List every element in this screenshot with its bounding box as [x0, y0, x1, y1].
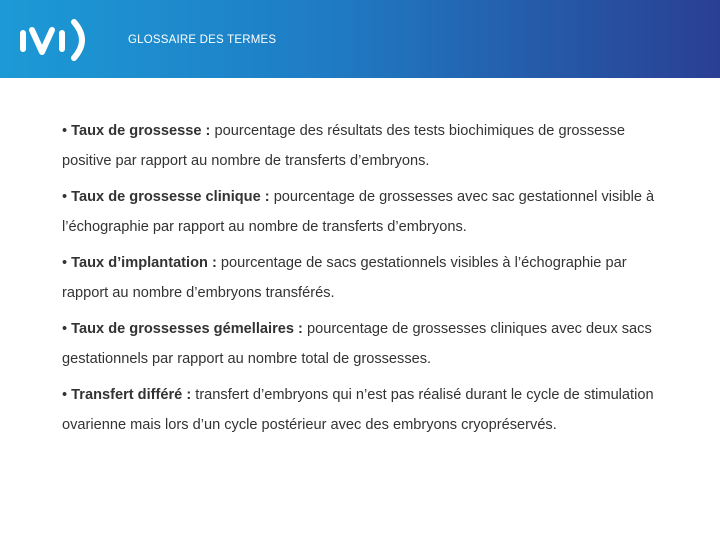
- glossary-item: [62, 182, 662, 242]
- term-name: Taux de grossesses gémellaires: [71, 321, 294, 337]
- glossary-item: [62, 116, 662, 176]
- bullet: •: [62, 255, 68, 271]
- page-title: GLOSSAIRE DES TERMES: [128, 34, 277, 46]
- term-name: Taux d’implantation: [71, 255, 208, 271]
- term-separator: :: [260, 189, 274, 205]
- term-definition: pourcentage des résultats des tests biochimiques de grossesse positive par rapport au nombre de transferts d’embryons.: [62, 123, 625, 169]
- term-name: Taux de grossesse: [71, 123, 202, 139]
- bullet: •: [62, 189, 68, 205]
- term-name: Taux de grossesse clinique: [71, 189, 261, 205]
- term-separator: :: [207, 255, 221, 271]
- term-definition: pourcentage de sacs gestationnels visibles à l’échographie par rapport au nombre d’embryons transférés.: [62, 255, 627, 301]
- term-separator: :: [201, 123, 215, 139]
- term-definition: transfert d’embryons qui n’est pas réalisé durant le cycle de stimulation ovarienne mais lors d’un cycle postérieur avec des embryons cryopréservés.: [62, 387, 654, 433]
- bullet: •: [62, 387, 68, 403]
- glossary-list: [62, 116, 662, 446]
- glossary-item: [62, 248, 662, 308]
- header-bar: [0, 0, 720, 78]
- term-name: Transfert différé: [71, 387, 183, 403]
- term-definition: pourcentage de grossesses avec sac gestationnel visible à l’échographie par rapport au nombre de transferts d’embryons.: [62, 189, 655, 235]
- bullet: •: [62, 321, 68, 337]
- glossary-item: [62, 314, 662, 374]
- ivi-logo: [16, 18, 96, 62]
- term-definition: pourcentage de grossesses cliniques avec deux sacs gestationnels par rapport au nombre total de grossesses.: [62, 321, 652, 367]
- bullet: •: [62, 123, 68, 139]
- glossary-item: [62, 380, 662, 440]
- term-separator: :: [293, 321, 307, 337]
- term-separator: :: [182, 387, 196, 403]
